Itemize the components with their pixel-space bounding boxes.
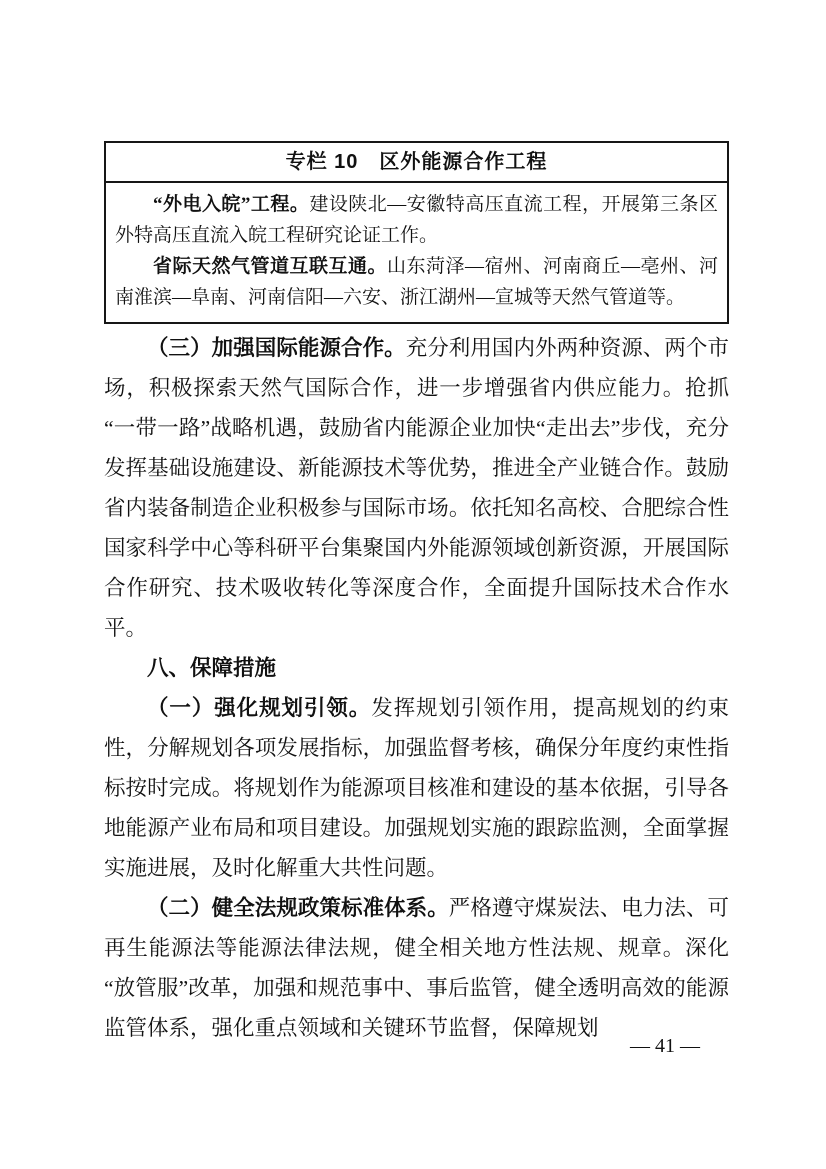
paragraph-lead: （二）健全法规政策标准体系。 <box>147 896 449 920</box>
page-number: — 41 — <box>630 1035 700 1057</box>
feature-box-paragraph-gas-pipelines <box>115 251 718 313</box>
paragraph-regulations-standards <box>104 888 729 1048</box>
paragraph-lead: “外电入皖”工程。 <box>153 194 310 215</box>
paragraph-text: 建设陕北—安徽特高压直流工程，开展第三条区外特高压直流入皖工程研究论证工作。 <box>115 194 718 246</box>
paragraph-planning-guidance <box>104 688 729 888</box>
paragraph-lead: 省际天然气管道互联互通。 <box>153 256 387 277</box>
feature-box-paragraph-power-import <box>115 189 718 251</box>
page-content <box>104 141 729 1048</box>
feature-box <box>104 141 729 324</box>
paragraph-text: 山东菏泽—宿州、河南商丘—亳州、河南淮滨—阜南、河南信阳—六安、浙江湖州—宣城等天然气管道等。 <box>115 256 718 308</box>
paragraph-text: 充分利用国内外两种资源、两个市场，积极探索天然气国际合作，进一步增强省内供应能力。抢抓“一带一路”战略机遇，鼓励省内能源企业加快“走出去”步伐，充分发挥基础设施建设、新能源技术等优势，推进全产业链合作。鼓励省内装备制造企业积极参与国际市场。依托知名高校、合肥综合性国家科学中心等科研平台集聚国内外能源领域创新资源，开展国际合作研究、技术吸收转化等深度合作，全面提升国际技术合作水平。 <box>104 336 729 640</box>
paragraph-text: 严格遵守煤炭法、电力法、可再生能源法等能源法律法规，健全相关地方性法规、规章。深化“放管服”改革，加强和规范事中、事后监管，健全透明高效的能源监管体系，强化重点领域和关键环节监督，保障规划 <box>104 896 729 1040</box>
section-heading-safeguard-measures: 八、保障措施 <box>147 656 277 680</box>
paragraph-international-cooperation <box>104 328 729 648</box>
paragraph-lead: （三）加强国际能源合作。 <box>147 336 406 360</box>
feature-box-body <box>106 183 727 322</box>
paragraph-text: 发挥规划引领作用，提高规划的约束性，分解规划各项发展指标，加强监督考核，确保分年度约束性指标按时完成。将规划作为能源项目核准和建设的基本依据，引导各地能源产业布局和项目建设。加强规划实施的跟踪监测，全面掌握实施进展，及时化解重大共性问题。 <box>104 696 729 880</box>
paragraph-lead: （一）强化规划引领。 <box>147 696 372 720</box>
feature-box-title: 专栏 10 区外能源合作工程 <box>106 143 727 183</box>
